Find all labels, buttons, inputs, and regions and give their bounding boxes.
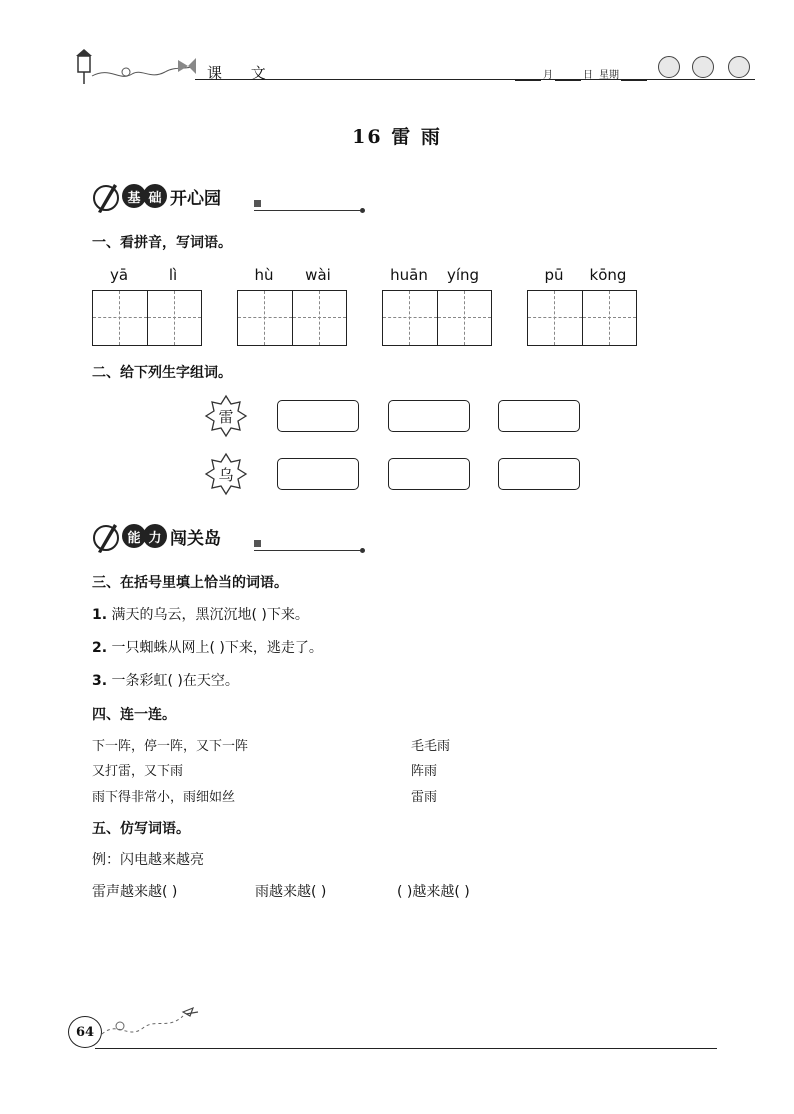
pinyin: kōng <box>589 266 627 284</box>
fill-item <box>92 637 323 657</box>
section-badge <box>122 184 164 208</box>
question-3-label: 三、在括号里填上恰当的词语。 <box>92 575 288 591</box>
day-label: 日 <box>583 70 593 81</box>
section-banner-ability <box>92 518 221 554</box>
banner-rule <box>254 550 360 551</box>
section-banner-basics <box>92 178 221 214</box>
character-star <box>204 452 248 496</box>
pinyin: hù <box>254 266 274 284</box>
neutral-face-icon[interactable] <box>692 56 714 78</box>
item-text: 一只蜘蛛从网上( )下来，逃走了。 <box>107 640 323 656</box>
lesson-title: 16 雷 雨 <box>352 126 442 148</box>
question-1-label: 一、看拼音，写词语。 <box>92 235 232 251</box>
answer-box[interactable] <box>277 400 359 432</box>
badge-char: 础 <box>143 184 167 208</box>
brush-icon <box>92 520 122 552</box>
section-title: 开心园 <box>170 188 221 209</box>
question-4-label: 四、连一连。 <box>92 707 176 723</box>
brush-icon <box>92 180 122 212</box>
fill-item <box>92 670 239 690</box>
month-label: 月 <box>543 70 553 81</box>
pinyin: lì <box>168 266 178 284</box>
badge-char: 能 <box>122 524 146 548</box>
match-left-item[interactable]: 又打雷，又下雨 <box>92 764 184 779</box>
writing-grid[interactable] <box>527 290 637 346</box>
answer-box[interactable] <box>498 400 580 432</box>
character-star <box>204 394 248 438</box>
lamp-decoration <box>70 46 210 86</box>
imitate-item: ( )越来越( ) <box>397 884 470 900</box>
match-right-item[interactable]: 毛毛雨 <box>411 739 451 754</box>
writing-grid[interactable] <box>382 290 492 346</box>
item-text: 一条彩虹( )在天空。 <box>107 673 239 689</box>
item-text: 满天的乌云，黑沉沉地( )下来。 <box>107 607 309 623</box>
item-number: 2. <box>92 640 108 656</box>
match-right-item[interactable]: 阵雨 <box>411 764 438 779</box>
date-fields <box>515 66 647 81</box>
banner-dot <box>360 208 365 213</box>
match-left-item[interactable]: 雨下得非常小，雨细如丝 <box>92 790 236 805</box>
pinyin: yíng <box>446 266 480 284</box>
fill-item <box>92 604 309 624</box>
sad-face-icon[interactable] <box>728 56 750 78</box>
footer-decoration <box>98 1000 208 1040</box>
pinyin: huān <box>390 266 428 284</box>
section-badge <box>122 524 164 548</box>
footer-rule <box>95 1048 717 1049</box>
writing-grid[interactable] <box>237 290 347 346</box>
day-blank[interactable] <box>555 71 581 81</box>
writing-grid[interactable] <box>92 290 202 346</box>
header-label: 课 文 <box>207 64 278 82</box>
header-rule <box>195 79 755 80</box>
answer-box[interactable] <box>498 458 580 490</box>
badge-char: 力 <box>143 524 167 548</box>
item-number: 3. <box>92 673 108 689</box>
question-2-label: 二、给下列生字组词。 <box>92 365 232 381</box>
page-number: 64 <box>68 1016 102 1048</box>
answer-box[interactable] <box>277 458 359 490</box>
month-blank[interactable] <box>515 71 541 81</box>
match-right-item[interactable]: 雷雨 <box>411 790 438 805</box>
happy-face-icon[interactable] <box>658 56 680 78</box>
example-text: 例：闪电越来越亮 <box>92 852 204 868</box>
item-number: 1. <box>92 607 108 623</box>
answer-box[interactable] <box>388 458 470 490</box>
imitate-item: 雷声越来越( ) <box>92 884 178 900</box>
question-5-label: 五、仿写词语。 <box>92 821 190 837</box>
banner-square <box>254 200 261 207</box>
pinyin: pū <box>544 266 564 284</box>
match-left-item[interactable]: 下一阵，停一阵，又下一阵 <box>92 739 249 754</box>
pinyin: yā <box>109 266 129 284</box>
weekday-label: 星期 <box>599 70 619 81</box>
character: 雷 <box>218 407 234 426</box>
section-title: 闯关岛 <box>170 528 221 549</box>
banner-dot <box>360 548 365 553</box>
weekday-blank[interactable] <box>621 71 647 81</box>
banner-square <box>254 540 261 547</box>
badge-char: 基 <box>122 184 146 208</box>
imitate-item: 雨越来越( ) <box>255 884 327 900</box>
character: 乌 <box>218 465 234 484</box>
banner-rule <box>254 210 360 211</box>
pinyin: wài <box>305 266 331 284</box>
answer-box[interactable] <box>388 400 470 432</box>
